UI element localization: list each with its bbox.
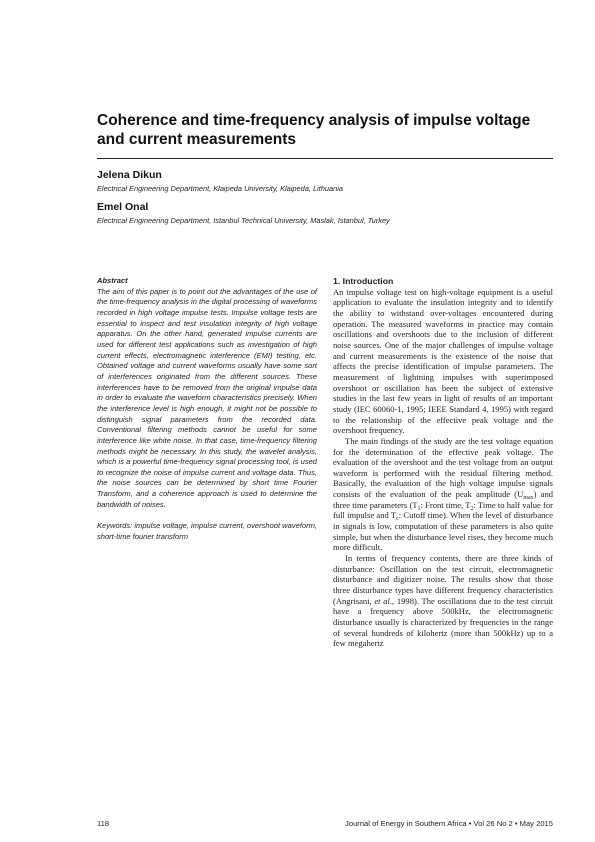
author-affiliation: Electrical Engineering Department, Klaipeda University, Klaipeda, Lithuania (97, 184, 343, 193)
title-divider (97, 158, 553, 159)
author-name: Jelena Dikun (97, 169, 162, 181)
author-name: Emel Onal (97, 201, 149, 213)
abstract-heading: Abstract (97, 276, 128, 285)
keywords: Keywords: impulse voltage, impulse current, overshoot waveform, short-time fourier transform (97, 521, 317, 542)
introduction-column (333, 276, 553, 649)
page-number: 118 (97, 819, 110, 828)
section-heading: 1. Introduction (333, 276, 394, 286)
intro-paragraph-1: An impulse voltage test on high-voltage equipment is a useful application to evaluate the insulation integrity and to identify the ability to withstand over-voltages encountered during operation. The measured waveforms in practice may contain oscillations and overshoots due to the inclusion of different noise sources. One of the major challenges of impulse voltage and current measurements is the existence of the noise that affects the precise identification of impulse parameters. The measurement of lightning impulses with superimposed overshoot or oscillation has been the subject of extensive studies in the last few years in light of results of an important study (IEC 60060-1, 1995; IEEE Standard 4, 1995) with regard to the relationship of the effective peak voltage and the overshoot frequency. (333, 286, 553, 436)
abstract-text: The aim of this paper is to point out the advantages of the use of the time-frequency analysis in the digital processing of waveforms recorded in high voltage impulse tests. Impulse voltage tests are essential to inspect and test insulation integrity of high voltage apparatus. On the other hand, generated impulse currents are used for different test applications such as investigation of high current effects, electromagnetic interference (EMI) testing, etc. Obtained voltage and current waveforms usually have some sort of interferences originated from the different sources. These interferences have to be removed from the original impulse data in order to evaluate the waveform characteristics precisely. When the interference level is high enough, it might not be possible to distinguish signal parameters from the recorded data. Conventional filtering methods cannot be useful for some interference like white noise. In that case, time-frequency filtering methods might be necessary. In this study, the wavelet analysis, which is a powerful time-frequency signal processing tool, is used to recognize the noise of impulse current and voltage data. Thus, the noise sources can be determined by short time Fourier Transform, and a coherence approach is used to determine the bandwidth of noises. (97, 286, 317, 509)
journal-footer: Journal of Energy in Southern Africa • Vol 26 No 2 • May 2015 (345, 819, 553, 828)
paper-title: Coherence and time-frequency analysis of impulse voltage and current measurements (97, 112, 531, 148)
abstract-column (97, 276, 317, 543)
intro-paragraph-2: The main findings of the study are the test voltage equation for the determination of the effective peak voltage. The evaluation of the overshoot and the test voltage from an output waveform is performed with the residual filtering method. Basically, the evaluation of the high voltage impulse signals consists of the evaluation of the peak amplitude $(U_{max})$ and three time parameters ($T_1$: Front time, $T_2$: Time to half value for full impulse and $T_c$: Cutoff time). When the level of disturbance in signals is low, computation of these parameters is also quite simple, but when the disturbance level rises, they become much more difficult. (333, 435, 553, 553)
intro-paragraph-3: In terms of frequency contents, there are three kinds of disturbance: Oscillation on the test circuit, electromagnetic disturbance and digitizer noise. The results show that those three disturbance types have different frequency characteristics (Angrisani, et al., 1998). The oscillations due to the test circuit have a frequency above 500kHz, the electromagnetic disturbance usually is characterized by frequencies in the range of several hundreds of kilohertz (more than 500kHz) up to a few megahertz (333, 553, 554, 649)
author-affiliation: Electrical Engineering Department, Istanbul Technical University, Maslak, Istanbul, Turkey (97, 216, 390, 225)
